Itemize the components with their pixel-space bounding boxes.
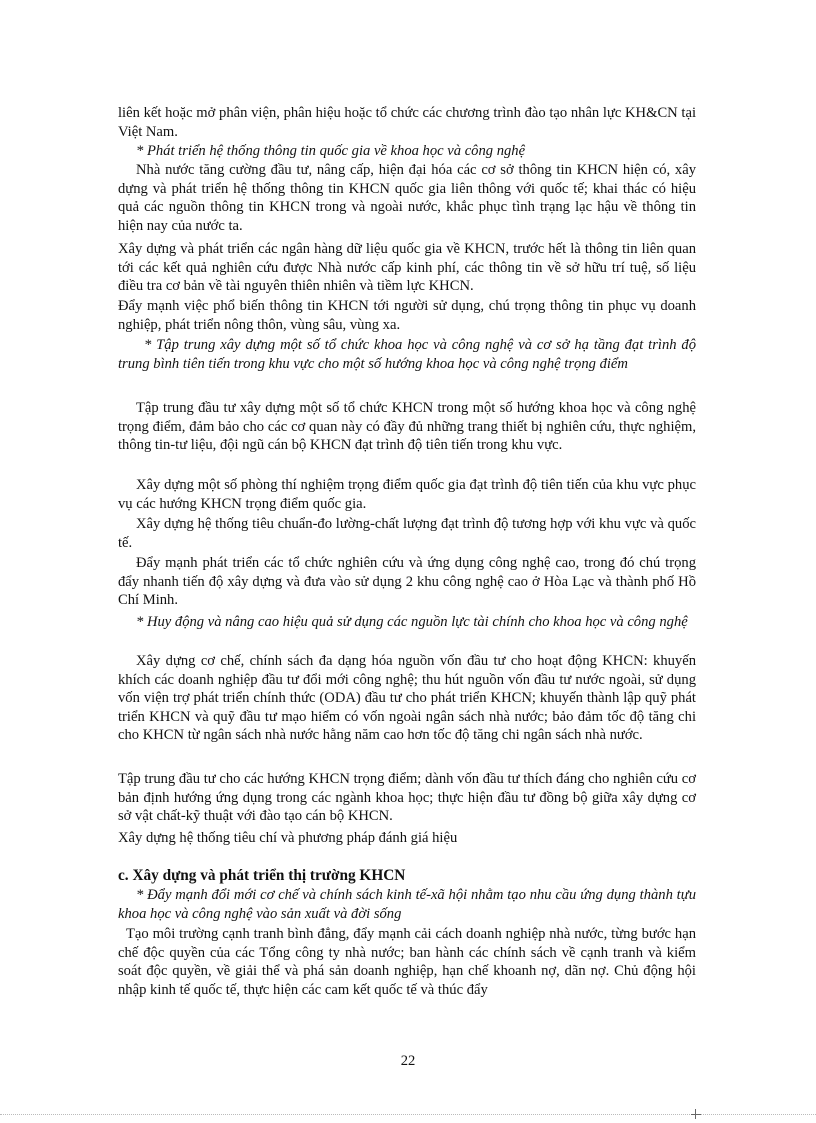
paragraph-information-investment: Nhà nước tăng cường đầu tư, nâng cấp, hiện đại hóa các cơ sở thông tin KHCN hiện có, xây dựng và phát triển hệ thống thông tin KHCN quốc gia liên thông với quốc tế; khai thác có hiệu quả các nguồn thông tin KHCN trong và ngoài nước, khắc phục tình trạng lạc hậu về thông tin hiện nay của nước ta. xyxy=(118,162,696,234)
heading-information-system: * Phát triển hệ thống thông tin quốc gia về khoa học và công nghệ xyxy=(136,143,526,159)
paragraph-focus-investment: Tập trung đầu tư xây dựng một số tổ chức KHCN trong một số hướng khoa học và công nghệ trọng điểm, đảm bảo cho các cơ quan này có đầy đủ những trang thiết bị nghiên cứu, thực nghiệm, thông tin-tư liệu, đội ngũ cán bộ KHCN đạt trình độ tiên tiến trong khu vực. xyxy=(118,400,696,454)
paragraph-evaluation-criteria: Xây dựng hệ thống tiêu chí và phương pháp đánh giá hiệu xyxy=(118,830,458,846)
paragraph-key-laboratories: Xây dựng một số phòng thí nghiệm trọng điểm quốc gia đạt trình độ tiên tiến của khu vực phục vụ các hướng KHCN trọng điểm quốc gia. xyxy=(118,477,696,512)
paragraph-dissemination: Đẩy mạnh việc phổ biến thông tin KHCN tới người sử dụng, chú trọng thông tin phục vụ doanh nghiệp, phát triển nông thôn, vùng sâu, vùng xa. xyxy=(118,298,696,333)
section-heading-market: c. Xây dựng và phát triển thị trường KHCN xyxy=(118,867,406,884)
paragraph-investment-mechanisms: Xây dựng cơ chế, chính sách đa dạng hóa nguồn vốn đầu tư cho hoạt động KHCN: khuyến khích các doanh nghiệp đầu tư đổi mới công nghệ; thu hút nguồn vốn đầu tư nước ngoài, sử dụng vốn viện trợ phát triển chính thức (ODA) đầu tư cho phát triển KHCN; khuyến thành lập quỹ phát triển KHCN và quỹ đầu tư mạo hiểm có vốn ngoài ngân sách nhà nước; bảo đảm tốc độ tăng chi cho KHCN từ ngân sách nhà nước hằng năm cao hơn tốc độ tăng chi ngân sách nhà nước. xyxy=(118,653,696,744)
paragraph-high-tech: Đẩy mạnh phát triển các tổ chức nghiên cứu và ứng dụng công nghệ cao, trong đó chú trọng đẩy nhanh tiến độ xây dựng và đưa vào sử dụng 2 khu công nghệ cao ở Hòa Lạc và thành phố Hồ Chí Minh. xyxy=(118,555,696,609)
crop-mark-icon xyxy=(691,1109,701,1119)
heading-policy-reform: * Đẩy mạnh đổi mới cơ chế và chính sách kinh tế-xã hội nhằm tạo nhu cầu ứng dụng thành tựu khoa học và công nghệ vào sản xuất và đời sống xyxy=(118,887,696,922)
paragraph-training-continuation: liên kết hoặc mở phân viện, phân hiệu hoặc tổ chức các chương trình đào tạo nhân lực KH&CN tại Việt Nam. xyxy=(118,105,696,140)
page-number: 22 xyxy=(400,1053,416,1069)
paragraph-priority-investment: Tập trung đầu tư cho các hướng KHCN trọng điểm; dành vốn đầu tư thích đáng cho nghiên cứu cơ bản định hướng ứng dụng trong các ngành khoa học; thực hiện đầu tư đồng bộ giữa xây dựng cơ sở vật chất-kỹ thuật với đào tạo cán bộ KHCN. xyxy=(118,771,696,825)
paragraph-data-banks: Xây dựng và phát triển các ngân hàng dữ liệu quốc gia về KHCN, trước hết là thông tin liên quan tới các kết quả nghiên cứu được Nhà nước cấp kinh phí, các thông tin về sở hữu trí tuệ, số liệu điều tra cơ bản về tài nguyên thiên nhiên và tiềm lực KHCN. xyxy=(118,241,696,295)
paragraph-standards-system: Xây dựng hệ thống tiêu chuẩn-đo lường-chất lượng đạt trình độ tương hợp với khu vực và quốc tế. xyxy=(118,516,696,551)
paragraph-competitive-environment: Tạo môi trường cạnh tranh bình đẳng, đẩy mạnh cải cách doanh nghiệp nhà nước, từng bước hạn chế độc quyền của các Tổng công ty nhà nước; ban hành các chính sách về cạnh tranh và kiểm soát độc quyền, về giải thể và phá sản doanh nghiệp, hạn chế khoanh nợ, dãn nợ. Chủ động hội nhập kinh tế quốc tế, thực hiện các cam kết quốc tế và thúc đẩy xyxy=(118,926,696,998)
heading-key-organizations: * Tập trung xây dựng một số tổ chức khoa học và công nghệ và cơ sở hạ tầng đạt trình độ trung bình tiên tiến trong khu vực cho một số hướng khoa học và công nghệ trọng điểm xyxy=(118,337,696,372)
heading-financial-resources: * Huy động và nâng cao hiệu quả sử dụng các nguồn lực tài chính cho khoa học và công nghệ xyxy=(136,614,688,630)
